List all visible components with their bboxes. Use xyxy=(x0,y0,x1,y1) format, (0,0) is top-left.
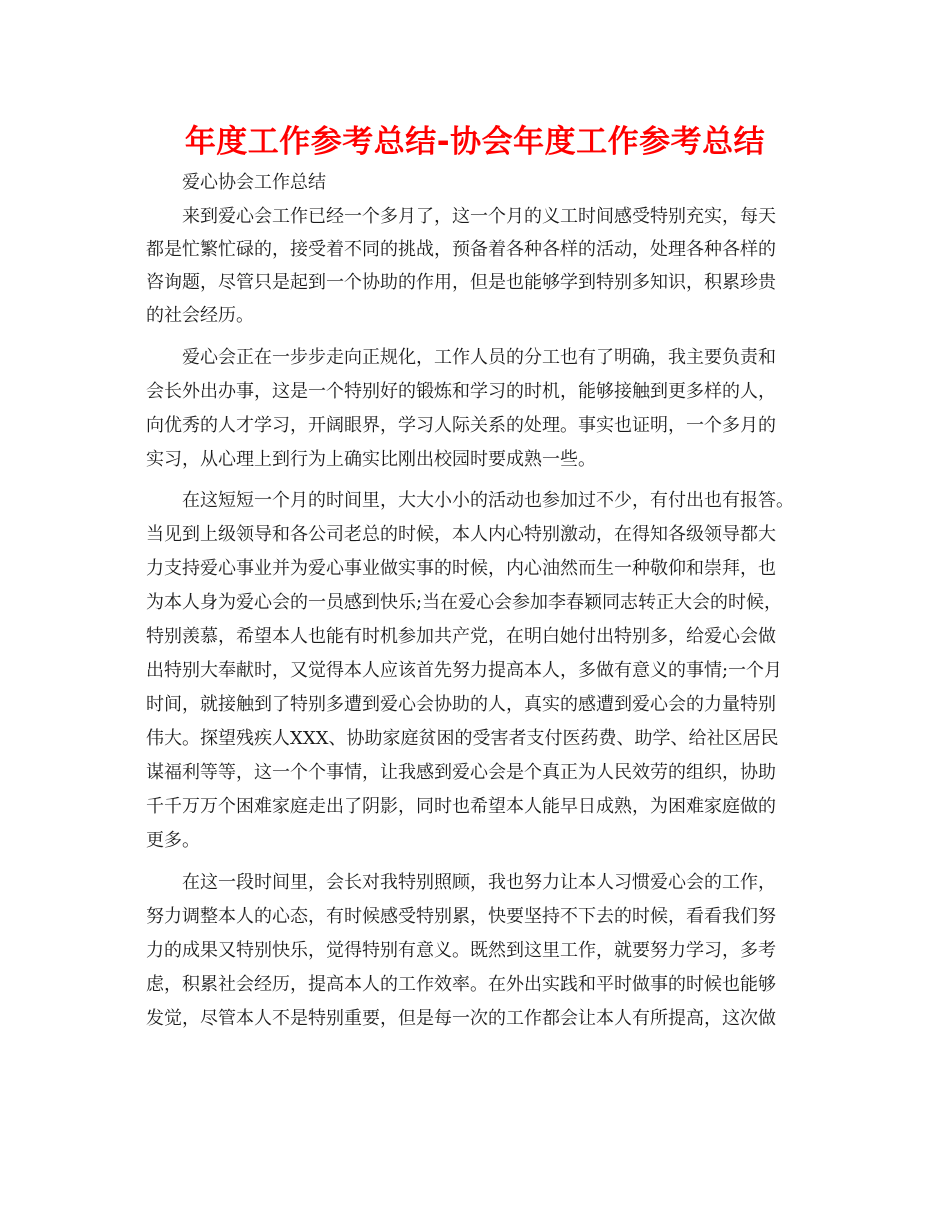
paragraph-line: 特别羡慕，希望本人也能有时机参加共产党，在明白她付出特别多，给爱心会做 xyxy=(146,626,776,647)
paragraph-line: 会长外出办事，这是一个特别好的锻炼和学习的时机，能够接触到更多样的人， xyxy=(146,381,776,402)
paragraph-line: 实习，从心理上到行为上确实比刚出校园时要成熟一些。 xyxy=(146,449,596,470)
paragraph-line: 千千万万个困难家庭走出了阴影，同时也希望本人能早日成熟，为困难家庭做的 xyxy=(146,796,776,817)
paragraph-line: 当见到上级领导和各公司老总的时候，本人内心特别激动，在得知各级领导都大 xyxy=(146,524,776,545)
paragraph-line: 来到爱心会工作已经一个多月了，这一个月的义工时间感受特别充实，每天 xyxy=(182,206,776,227)
paragraph-line: 咨询题，尽管只是起到一个协助的作用，但是也能够学到特别多知识，积累珍贵 xyxy=(146,272,776,293)
paragraph-line: 为本人身为爱心会的一员感到快乐;当在爱心会参加李春颖同志转正大会的时候， xyxy=(146,592,783,613)
paragraph-line: 努力调整本人的心态，有时候感受特别累，快要坚持不下去的时候，看看我们努 xyxy=(146,906,776,927)
paragraph-line: 在这短短一个月的时间里，大大小小的活动也参加过不少，有付出也有报答。 xyxy=(182,490,794,511)
paragraph-line: 发觉，尽管本人不是特别重要，但是每一次的工作都会让本人有所提高，这次做 xyxy=(146,1008,776,1029)
paragraph-line: 在这一段时间里，会长对我特别照顾，我也努力让本人习惯爱心会的工作， xyxy=(182,872,776,893)
paragraph-line: 力的成果又特别快乐，觉得特别有意义。既然到这里工作，就要努力学习，多考 xyxy=(146,940,776,961)
document-title: 年度工作参考总结-协会年度工作参考总结 xyxy=(184,124,766,160)
paragraph-line: 向优秀的人才学习，开阔眼界，学习人际关系的处理。事实也证明，一个多月的 xyxy=(146,415,776,436)
paragraph-line: 谋福利等等，这一个个事情，让我感到爱心会是个真正为人民效劳的组织，协助 xyxy=(146,762,776,783)
paragraph-line: 力支持爱心事业并为爱心事业做实事的时候，内心油然而生一种敬仰和崇拜，也 xyxy=(146,558,776,579)
document-subtitle: 爱心协会工作总结 xyxy=(182,172,326,193)
paragraph-line: 伟大。探望残疾人XXX、协助家庭贫困的受害者支付医药费、助学、给社区居民 xyxy=(146,728,779,749)
paragraph-line: 时间，就接触到了特别多遭到爱心会协助的人，真实的感遭到爱心会的力量特别 xyxy=(146,694,776,715)
paragraph-line: 出特别大奉献时，又觉得本人应该首先努力提高本人，多做有意义的事情;一个月 xyxy=(146,660,783,681)
paragraph-line: 爱心会正在一步步走向正规化，工作人员的分工也有了明确，我主要负责和 xyxy=(182,347,776,368)
paragraph-line: 虑，积累社会经历，提高本人的工作效率。在外出实践和平时做事的时候也能够 xyxy=(146,974,776,995)
paragraph-line: 都是忙繁忙碌的，接受着不同的挑战，预备着各种各样的活动，处理各种各样的 xyxy=(146,239,776,260)
paragraph-line: 更多。 xyxy=(146,830,200,851)
paragraph-line: 的社会经历。 xyxy=(146,305,254,326)
